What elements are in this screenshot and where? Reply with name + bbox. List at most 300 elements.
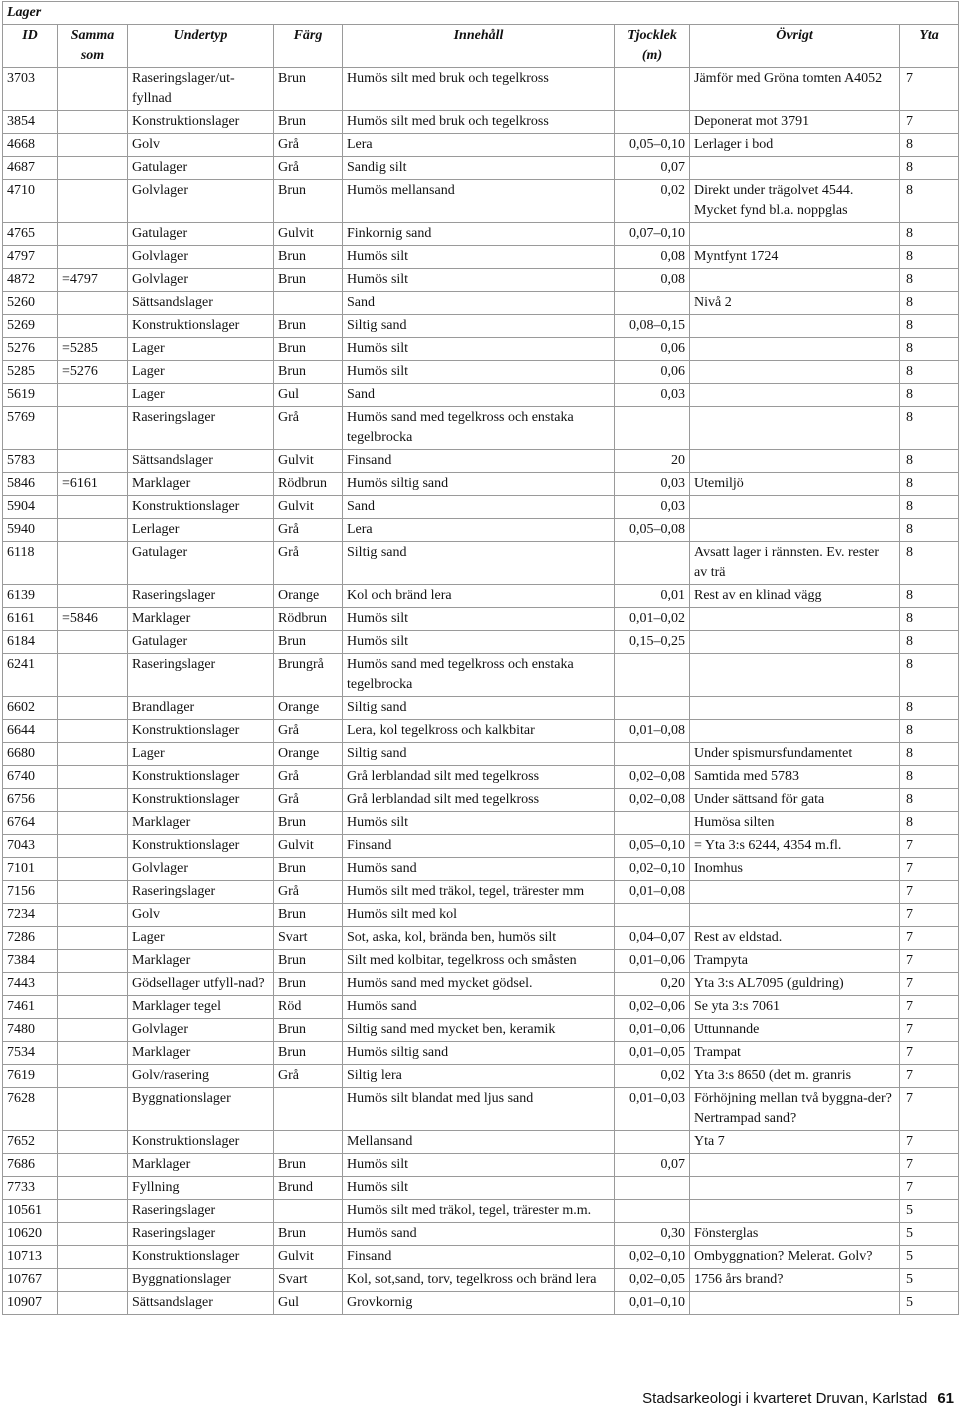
cell-samma-som <box>58 134 128 157</box>
cell-innehall: Humös silt med kol <box>343 904 615 927</box>
cell-undertyp: Gödsellager utfyll-nad? <box>128 973 274 996</box>
cell-undertyp: Sättsandslager <box>128 1292 274 1315</box>
cell-undertyp: Marklager <box>128 812 274 835</box>
cell-yta: 7 <box>900 1131 959 1154</box>
cell-undertyp: Lager <box>128 927 274 950</box>
table-row <box>3 1177 959 1200</box>
cell-innehall: Humös silt blandat med ljus sand <box>343 1088 615 1131</box>
cell-samma-som <box>58 631 128 654</box>
cell-samma-som <box>58 835 128 858</box>
cell-id: 7156 <box>3 881 58 904</box>
column-header-samma-som: Samma som <box>58 25 128 68</box>
table-row <box>3 496 959 519</box>
cell-samma-som <box>58 654 128 697</box>
cell-farg: Gulvit <box>274 223 343 246</box>
cell-innehall: Kol och bränd lera <box>343 585 615 608</box>
cell-ovrigt: Yta 7 <box>690 1131 900 1154</box>
cell-undertyp: Raseringslager <box>128 1200 274 1223</box>
cell-innehall: Lera <box>343 519 615 542</box>
cell-yta: 8 <box>900 697 959 720</box>
cell-undertyp: Byggnationslager <box>128 1269 274 1292</box>
cell-id: 7043 <box>3 835 58 858</box>
cell-farg: Orange <box>274 585 343 608</box>
cell-innehall: Grå lerblandad silt med tegelkross <box>343 766 615 789</box>
cell-tjocklek: 0,01–0,06 <box>615 1019 690 1042</box>
cell-tjocklek: 0,06 <box>615 361 690 384</box>
cell-yta: 5 <box>900 1246 959 1269</box>
cell-samma-som <box>58 950 128 973</box>
cell-farg: Brun <box>274 269 343 292</box>
cell-innehall: Kol, sot,sand, torv, tegelkross och bränd lera <box>343 1269 615 1292</box>
cell-tjocklek: 0,02–0,10 <box>615 858 690 881</box>
table-row <box>3 973 959 996</box>
cell-tjocklek <box>615 111 690 134</box>
cell-farg: Grå <box>274 134 343 157</box>
cell-farg: Grå <box>274 157 343 180</box>
cell-innehall: Humös sand <box>343 1223 615 1246</box>
cell-ovrigt: Lerlager i bod <box>690 134 900 157</box>
cell-innehall: Siltig sand <box>343 542 615 585</box>
cell-farg: Gulvit <box>274 835 343 858</box>
cell-tjocklek: 0,01–0,10 <box>615 1292 690 1315</box>
cell-undertyp: Sättsandslager <box>128 292 274 315</box>
cell-farg: Grå <box>274 766 343 789</box>
cell-ovrigt: Förhöjning mellan två byggna-der? Nertrampad sand? <box>690 1088 900 1131</box>
cell-undertyp: Raseringslager <box>128 1223 274 1246</box>
cell-ovrigt <box>690 519 900 542</box>
cell-farg: Orange <box>274 697 343 720</box>
cell-tjocklek <box>615 1131 690 1154</box>
cell-tjocklek: 0,07 <box>615 1154 690 1177</box>
cell-id: 7384 <box>3 950 58 973</box>
cell-id: 5846 <box>3 473 58 496</box>
cell-farg: Grå <box>274 542 343 585</box>
cell-yta: 7 <box>900 904 959 927</box>
cell-tjocklek: 0,03 <box>615 384 690 407</box>
cell-undertyp: Lerlager <box>128 519 274 542</box>
cell-undertyp: Marklager <box>128 950 274 973</box>
cell-farg: Grå <box>274 789 343 812</box>
table-row <box>3 950 959 973</box>
table-row <box>3 407 959 450</box>
cell-id: 4797 <box>3 246 58 269</box>
cell-yta: 7 <box>900 1019 959 1042</box>
cell-yta: 7 <box>900 858 959 881</box>
cell-farg: Brun <box>274 68 343 111</box>
cell-innehall: Humös mellansand <box>343 180 615 223</box>
cell-yta: 8 <box>900 654 959 697</box>
cell-samma-som <box>58 789 128 812</box>
cell-innehall: Finkornig sand <box>343 223 615 246</box>
cell-samma-som <box>58 743 128 766</box>
cell-undertyp: Gatulager <box>128 223 274 246</box>
table-row <box>3 927 959 950</box>
cell-undertyp: Lager <box>128 743 274 766</box>
cell-ovrigt: Nivå 2 <box>690 292 900 315</box>
table-row <box>3 789 959 812</box>
cell-samma-som <box>58 519 128 542</box>
cell-id: 6756 <box>3 789 58 812</box>
cell-id: 10713 <box>3 1246 58 1269</box>
cell-yta: 7 <box>900 68 959 111</box>
cell-undertyp: Brandlager <box>128 697 274 720</box>
cell-id: 6644 <box>3 720 58 743</box>
cell-yta: 8 <box>900 766 959 789</box>
cell-ovrigt <box>690 450 900 473</box>
cell-undertyp: Konstruktionslager <box>128 789 274 812</box>
page-footer <box>642 1390 954 1408</box>
cell-innehall: Siltig lera <box>343 1065 615 1088</box>
cell-ovrigt <box>690 223 900 246</box>
cell-undertyp: Konstruktionslager <box>128 720 274 743</box>
cell-ovrigt: Avsatt lager i rännsten. Ev. rester av trä <box>690 542 900 585</box>
cell-tjocklek: 0,02–0,05 <box>615 1269 690 1292</box>
cell-ovrigt <box>690 315 900 338</box>
cell-ovrigt <box>690 1177 900 1200</box>
cell-undertyp: Golvlager <box>128 180 274 223</box>
cell-farg: Grå <box>274 720 343 743</box>
cell-samma-som <box>58 1223 128 1246</box>
cell-farg: Brun <box>274 361 343 384</box>
cell-innehall: Lera <box>343 134 615 157</box>
cell-undertyp: Golv <box>128 134 274 157</box>
cell-samma-som <box>58 111 128 134</box>
cell-undertyp: Marklager <box>128 1154 274 1177</box>
cell-undertyp: Marklager <box>128 1042 274 1065</box>
table-row <box>3 766 959 789</box>
cell-samma-som <box>58 407 128 450</box>
cell-tjocklek <box>615 812 690 835</box>
cell-id: 7480 <box>3 1019 58 1042</box>
cell-innehall: Siltig sand <box>343 315 615 338</box>
cell-id: 7101 <box>3 858 58 881</box>
cell-farg: Brun <box>274 812 343 835</box>
cell-tjocklek: 0,02–0,06 <box>615 996 690 1019</box>
cell-samma-som <box>58 881 128 904</box>
column-header-yta: Yta <box>900 25 959 68</box>
cell-samma-som <box>58 766 128 789</box>
cell-innehall: Humös silt <box>343 246 615 269</box>
cell-tjocklek: 0,04–0,07 <box>615 927 690 950</box>
cell-id: 5940 <box>3 519 58 542</box>
cell-tjocklek <box>615 904 690 927</box>
table-row <box>3 1019 959 1042</box>
cell-farg: Gul <box>274 384 343 407</box>
cell-samma-som <box>58 68 128 111</box>
cell-ovrigt: Rest av en klinad vägg <box>690 585 900 608</box>
column-header-undertyp: Undertyp <box>128 25 274 68</box>
cell-samma-som <box>58 1246 128 1269</box>
cell-ovrigt: 1756 års brand? <box>690 1269 900 1292</box>
cell-id: 4668 <box>3 134 58 157</box>
cell-yta: 8 <box>900 361 959 384</box>
table-row <box>3 292 959 315</box>
cell-ovrigt: Fönsterglas <box>690 1223 900 1246</box>
cell-tjocklek: 0,02–0,08 <box>615 789 690 812</box>
cell-farg: Brungrå <box>274 654 343 697</box>
cell-undertyp: Lager <box>128 361 274 384</box>
cell-ovrigt <box>690 269 900 292</box>
cell-innehall: Siltig sand <box>343 743 615 766</box>
cell-undertyp: Raseringslager <box>128 585 274 608</box>
table-row <box>3 654 959 697</box>
cell-yta: 7 <box>900 1088 959 1131</box>
cell-tjocklek: 0,03 <box>615 473 690 496</box>
cell-undertyp: Konstruktionslager <box>128 1131 274 1154</box>
cell-ovrigt: Trampyta <box>690 950 900 973</box>
table-row <box>3 881 959 904</box>
cell-innehall: Humös sand med tegelkross och enstaka tegelbrocka <box>343 654 615 697</box>
cell-farg: Gul <box>274 1292 343 1315</box>
cell-innehall: Siltig sand <box>343 697 615 720</box>
cell-tjocklek: 0,05–0,08 <box>615 519 690 542</box>
cell-ovrigt: Humösa silten <box>690 812 900 835</box>
table-row <box>3 631 959 654</box>
table-row <box>3 111 959 134</box>
cell-farg: Brun <box>274 338 343 361</box>
table-row <box>3 1223 959 1246</box>
cell-innehall: Humös silt med träkol, tegel, trärester mm <box>343 881 615 904</box>
cell-id: 6184 <box>3 631 58 654</box>
cell-farg <box>274 1131 343 1154</box>
cell-innehall: Sandig silt <box>343 157 615 180</box>
cell-yta: 8 <box>900 496 959 519</box>
cell-samma-som <box>58 720 128 743</box>
cell-samma-som <box>58 292 128 315</box>
cell-undertyp: Konstruktionslager <box>128 1246 274 1269</box>
cell-undertyp: Golvlager <box>128 246 274 269</box>
table-row <box>3 697 959 720</box>
cell-innehall: Lera, kol tegelkross och kalkbitar <box>343 720 615 743</box>
cell-id: 6602 <box>3 697 58 720</box>
cell-innehall: Grovkornig <box>343 1292 615 1315</box>
cell-undertyp: Raseringslager <box>128 881 274 904</box>
cell-ovrigt <box>690 384 900 407</box>
cell-farg: Brun <box>274 973 343 996</box>
cell-yta: 8 <box>900 180 959 223</box>
cell-ovrigt <box>690 631 900 654</box>
cell-samma-som <box>58 450 128 473</box>
table-row <box>3 585 959 608</box>
cell-ovrigt: Uttunnande <box>690 1019 900 1042</box>
column-header-innehall: Innehåll <box>343 25 615 68</box>
cell-farg: Brun <box>274 858 343 881</box>
cell-ovrigt: Inomhus <box>690 858 900 881</box>
cell-undertyp: Golv <box>128 904 274 927</box>
cell-undertyp: Konstruktionslager <box>128 315 274 338</box>
cell-samma-som <box>58 1292 128 1315</box>
footer-title: Stadsarkeologi i kvarteret Druvan, Karlstad <box>642 1390 928 1407</box>
cell-ovrigt: Rest av eldstad. <box>690 927 900 950</box>
cell-ovrigt <box>690 361 900 384</box>
cell-ovrigt: Yta 3:s 8650 (det m. granris <box>690 1065 900 1088</box>
table-row <box>3 68 959 111</box>
cell-samma-som <box>58 1019 128 1042</box>
cell-tjocklek: 0,02–0,10 <box>615 1246 690 1269</box>
cell-undertyp: Gatulager <box>128 631 274 654</box>
cell-innehall: Finsand <box>343 1246 615 1269</box>
cell-id: 10907 <box>3 1292 58 1315</box>
cell-tjocklek: 0,30 <box>615 1223 690 1246</box>
cell-id: 7619 <box>3 1065 58 1088</box>
cell-yta: 8 <box>900 789 959 812</box>
cell-tjocklek: 0,01–0,05 <box>615 1042 690 1065</box>
cell-innehall: Sand <box>343 384 615 407</box>
cell-farg: Röd <box>274 996 343 1019</box>
cell-yta: 8 <box>900 743 959 766</box>
cell-yta: 8 <box>900 315 959 338</box>
cell-ovrigt <box>690 697 900 720</box>
cell-farg: Brun <box>274 1223 343 1246</box>
cell-innehall: Sot, aska, kol, brända ben, humös silt <box>343 927 615 950</box>
cell-ovrigt <box>690 1154 900 1177</box>
cell-yta: 5 <box>900 1269 959 1292</box>
cell-ovrigt: Deponerat mot 3791 <box>690 111 900 134</box>
cell-tjocklek: 20 <box>615 450 690 473</box>
table-row <box>3 315 959 338</box>
cell-samma-som <box>58 1065 128 1088</box>
cell-yta: 7 <box>900 950 959 973</box>
cell-farg: Gulvit <box>274 1246 343 1269</box>
cell-innehall: Humös silt med bruk och tegelkross <box>343 68 615 111</box>
cell-undertyp: Konstruktionslager <box>128 766 274 789</box>
cell-innehall: Humös silt med träkol, tegel, trärester m.m. <box>343 1200 615 1223</box>
cell-samma-som <box>58 812 128 835</box>
cell-innehall: Mellansand <box>343 1131 615 1154</box>
cell-tjocklek: 0,02–0,08 <box>615 766 690 789</box>
cell-yta: 7 <box>900 1065 959 1088</box>
cell-farg: Gulvit <box>274 450 343 473</box>
table-row <box>3 812 959 835</box>
cell-undertyp: Raseringslager/ut-fyllnad <box>128 68 274 111</box>
cell-ovrigt: = Yta 3:s 6244, 4354 m.fl. <box>690 835 900 858</box>
cell-id: 3703 <box>3 68 58 111</box>
cell-ovrigt <box>690 338 900 361</box>
table-row <box>3 1131 959 1154</box>
cell-samma-som <box>58 1200 128 1223</box>
table-row <box>3 608 959 631</box>
cell-id: 6740 <box>3 766 58 789</box>
cell-yta: 8 <box>900 473 959 496</box>
cell-farg: Brun <box>274 111 343 134</box>
cell-farg: Orange <box>274 743 343 766</box>
cell-innehall: Humös silt <box>343 269 615 292</box>
cell-undertyp: Byggnationslager <box>128 1088 274 1131</box>
cell-undertyp: Lager <box>128 338 274 361</box>
cell-samma-som <box>58 1269 128 1292</box>
cell-yta: 8 <box>900 585 959 608</box>
cell-farg: Grå <box>274 519 343 542</box>
cell-tjocklek: 0,08–0,15 <box>615 315 690 338</box>
cell-undertyp: Konstruktionslager <box>128 835 274 858</box>
cell-id: 5783 <box>3 450 58 473</box>
cell-yta: 7 <box>900 111 959 134</box>
table-row <box>3 246 959 269</box>
cell-yta: 8 <box>900 631 959 654</box>
cell-samma-som <box>58 973 128 996</box>
cell-samma-som <box>58 996 128 1019</box>
table-row <box>3 1269 959 1292</box>
cell-samma-som <box>58 180 128 223</box>
cell-yta: 5 <box>900 1200 959 1223</box>
cell-samma-som <box>58 223 128 246</box>
cell-id: 10767 <box>3 1269 58 1292</box>
cell-yta: 8 <box>900 812 959 835</box>
table-row <box>3 338 959 361</box>
cell-id: 4687 <box>3 157 58 180</box>
cell-ovrigt: Under spismursfundamentet <box>690 743 900 766</box>
cell-innehall: Humös silt <box>343 1154 615 1177</box>
cell-id: 5769 <box>3 407 58 450</box>
table-row <box>3 269 959 292</box>
cell-samma-som <box>58 542 128 585</box>
cell-tjocklek: 0,05–0,10 <box>615 835 690 858</box>
cell-id: 7628 <box>3 1088 58 1131</box>
cell-tjocklek: 0,03 <box>615 496 690 519</box>
cell-yta: 8 <box>900 246 959 269</box>
table-row <box>3 1154 959 1177</box>
cell-tjocklek <box>615 697 690 720</box>
cell-id: 3854 <box>3 111 58 134</box>
cell-yta: 7 <box>900 835 959 858</box>
cell-samma-som: =4797 <box>58 269 128 292</box>
table-row <box>3 157 959 180</box>
cell-undertyp: Golv/rasering <box>128 1065 274 1088</box>
cell-tjocklek <box>615 654 690 697</box>
cell-samma-som <box>58 246 128 269</box>
cell-ovrigt: Trampat <box>690 1042 900 1065</box>
cell-farg: Brun <box>274 1042 343 1065</box>
cell-tjocklek: 0,05–0,10 <box>615 134 690 157</box>
cell-farg: Svart <box>274 927 343 950</box>
cell-farg <box>274 1200 343 1223</box>
cell-id: 4710 <box>3 180 58 223</box>
table-row <box>3 450 959 473</box>
cell-id: 6764 <box>3 812 58 835</box>
cell-id: 7234 <box>3 904 58 927</box>
caption-row <box>3 2 959 25</box>
cell-ovrigt <box>690 608 900 631</box>
table-row <box>3 223 959 246</box>
cell-ovrigt <box>690 1292 900 1315</box>
table-row <box>3 473 959 496</box>
table-row <box>3 904 959 927</box>
cell-farg: Brun <box>274 246 343 269</box>
cell-tjocklek <box>615 1177 690 1200</box>
cell-samma-som <box>58 1088 128 1131</box>
column-header-id: ID <box>3 25 58 68</box>
table-row <box>3 180 959 223</box>
cell-farg: Rödbrun <box>274 473 343 496</box>
cell-undertyp: Raseringslager <box>128 654 274 697</box>
cell-id: 5285 <box>3 361 58 384</box>
cell-yta: 8 <box>900 384 959 407</box>
cell-farg: Brun <box>274 950 343 973</box>
cell-yta: 8 <box>900 407 959 450</box>
cell-tjocklek: 0,01–0,08 <box>615 720 690 743</box>
table-row <box>3 1042 959 1065</box>
cell-undertyp: Konstruktionslager <box>128 496 274 519</box>
cell-yta: 8 <box>900 608 959 631</box>
cell-ovrigt <box>690 1200 900 1223</box>
cell-ovrigt <box>690 157 900 180</box>
cell-farg: Grå <box>274 407 343 450</box>
cell-tjocklek <box>615 68 690 111</box>
table-row <box>3 743 959 766</box>
cell-samma-som: =5276 <box>58 361 128 384</box>
table-row <box>3 1088 959 1131</box>
cell-samma-som: =6161 <box>58 473 128 496</box>
